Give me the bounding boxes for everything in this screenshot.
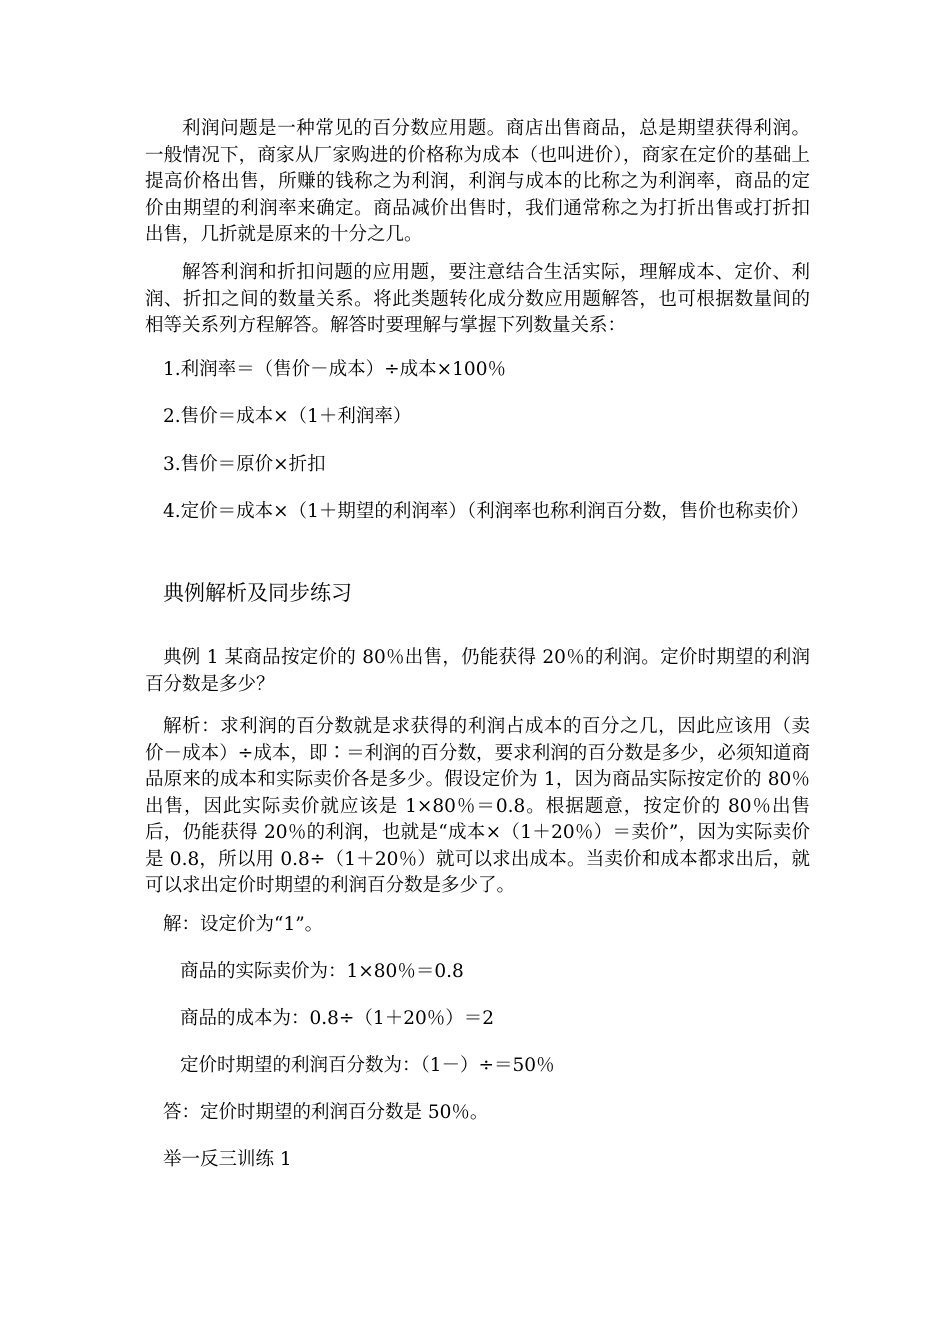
formula-3: 3.售价＝原价×折扣 [163, 454, 326, 475]
formula-4: 4.定价＝成本×（1＋期望的利润率）（利润率也称利润百分数，售价也称卖价） [163, 501, 810, 522]
solution-step-2: 商品的成本为：0.8÷（1＋20％）＝2 [180, 1008, 495, 1029]
intro-paragraph-2: 解答利润和折扣问题的应用题，要注意结合生活实际，理解成本、定价、利润、折扣之间的数量关系。将此类题转化成分数应用题解答，也可根据数量间的相等关系列方程解答。解答时要理解与掌握下列数量关系： [145, 262, 810, 336]
practice-label: 举一反三训练 1 [163, 1149, 292, 1170]
solution-step-3: 定价时期望的利润百分数为：（1－）÷＝50％ [180, 1055, 555, 1076]
example-question: 典例 1 某商品按定价的 80％出售，仍能获得 20％的利润。定价时期望的利润百分数是多少？ [145, 647, 810, 695]
answer-line: 答：定价时期望的利润百分数是 50％。 [163, 1102, 489, 1123]
section-heading: 典例解析及同步练习 [163, 581, 352, 605]
formula-1: 1.利润率＝（售价－成本）÷成本×100％ [163, 359, 506, 380]
intro-paragraph-1: 利润问题是一种常见的百分数应用题。商店出售商品，总是期望获得利润。一般情况下，商家从厂家购进的价格称为成本（也叫进价），商家在定价的基础上提高价格出售，所赚的钱称之为利润，利润与成本的比称之为利润率，商品的定价由期望的利润率来确定。商品减价出售时，我们通常称之为打折出售或打折扣出售，几折就是原来的十分之几。 [145, 118, 810, 245]
example-analysis: 解析：求利润的百分数就是求获得的利润占成本的百分之几，因此应该用（卖价－成本）÷成本，即∶＝利润的百分数，要求利润的百分数是多少，必须知道商品原来的成本和实际卖价各是多少。假设定价为 1，因为商品实际按定价的 80％出售，因此实际卖价就应该是 1×80％＝0.8。根据题意，按定价的 80％出售后，仍能获得 20％的利润，也就是“成本×（1＋20％）＝卖价”，因为实际卖价是 0.8，所以用 0.8÷（1＋20％）就可以求出成本。当卖价和成本都求出后，就可以求出定价时期望的利润百分数是多少了。 [145, 716, 810, 896]
formula-2: 2.售价＝成本×（1＋利润率） [163, 406, 412, 427]
solution-step-1: 商品的实际卖价为：1×80％＝0.8 [180, 961, 464, 982]
solution-intro: 解：设定价为“1”。 [163, 914, 324, 935]
